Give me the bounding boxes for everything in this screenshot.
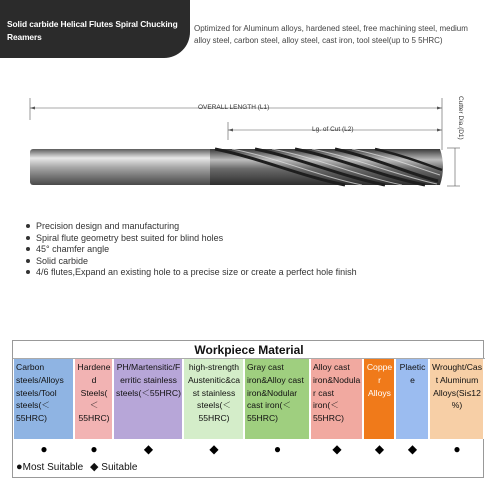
feature-item: 4/6 flutes,Expand an existing hole to a precise size or create a perfect hole finish <box>26 267 476 279</box>
suitability-mark: ● <box>453 442 461 456</box>
suitability-mark: ● <box>273 442 282 456</box>
feature-item: Precision design and manufacturing <box>26 221 476 233</box>
category-high-strength-austenitic: high-strength Austenitic&cast stainless steels(＜55HRC) <box>184 359 244 439</box>
suitability-legend <box>16 460 137 475</box>
feature-item: Spiral flute geometry best suited for blind holes <box>26 233 476 245</box>
workpiece-material-table <box>12 340 484 478</box>
suitable-label: Suitable <box>101 462 138 473</box>
suitability-mark: ◆ <box>407 442 418 456</box>
cutter-dia-label: Cutter Dia.(D1) <box>457 96 464 140</box>
overall-length-label: OVERALL LENGTH (L1) <box>198 104 270 111</box>
category-gray-cast-iron: Gray cast iron&Alloy cast iron&Nodular cast iron(＜55HRC) <box>245 359 310 439</box>
product-description: Optimized for Aluminum alloys, hardened steel, free machining steel, medium alloy steel, carbon steel, alloy steel, cast iron, tool steel(up to 5 5HRC) <box>194 24 468 45</box>
most-suitable-icon: ● <box>16 461 23 473</box>
category-aluminum-alloys: Wrought/Cast Aluminum Alloys(Si≤12%) <box>430 359 484 439</box>
suitability-mark: ◆ <box>209 442 219 456</box>
feature-item: 45° chamfer angle <box>26 244 476 256</box>
table-title: Workpiece Material <box>194 343 304 357</box>
reamer-drawing <box>0 80 488 200</box>
category-copper-alloys: Copper Alloys <box>364 359 395 439</box>
bullet-icon <box>26 259 30 263</box>
bullet-icon <box>26 236 30 240</box>
category-plaetice: Plaetice <box>396 359 429 439</box>
product-title-line2: Reamers <box>7 32 42 42</box>
suitability-mark: ◆ <box>143 442 154 456</box>
suitability-mark: ● <box>90 442 98 456</box>
category-alloy-cast-iron: Alloy cast iron&Nodular cast iron(＜55HRC) <box>311 359 363 439</box>
category-hardened-steels: Hardened Steels(＜55HRC) <box>75 359 113 439</box>
bullet-icon <box>26 247 30 251</box>
reamer-illustration <box>0 80 488 200</box>
product-title-line1: Solid carbide Helical Flutes Spiral Chucking <box>7 19 178 29</box>
bullet-icon <box>26 270 30 274</box>
suitable-icon: ◆ <box>90 461 99 473</box>
header <box>0 0 488 58</box>
product-title-block <box>0 0 190 58</box>
category-ph-martensitic-ferritic: PH/Martensitic/Ferritic stainless steels(＜55HRC) <box>114 359 183 439</box>
suitability-mark: ◆ <box>332 442 342 456</box>
cut-length-label: Lg. of Cut (L2) <box>312 126 354 133</box>
most-suitable-label: Most Suitable <box>22 462 84 473</box>
suitability-mark: ◆ <box>374 442 385 456</box>
suitability-mark: ● <box>40 442 48 456</box>
feature-list <box>26 221 476 279</box>
feature-item: Solid carbide <box>26 256 476 268</box>
category-carbon-steels: Carbon steels/Alloys steels/Tool steels(＜55HRC) <box>14 359 74 439</box>
bullet-icon <box>26 224 30 228</box>
